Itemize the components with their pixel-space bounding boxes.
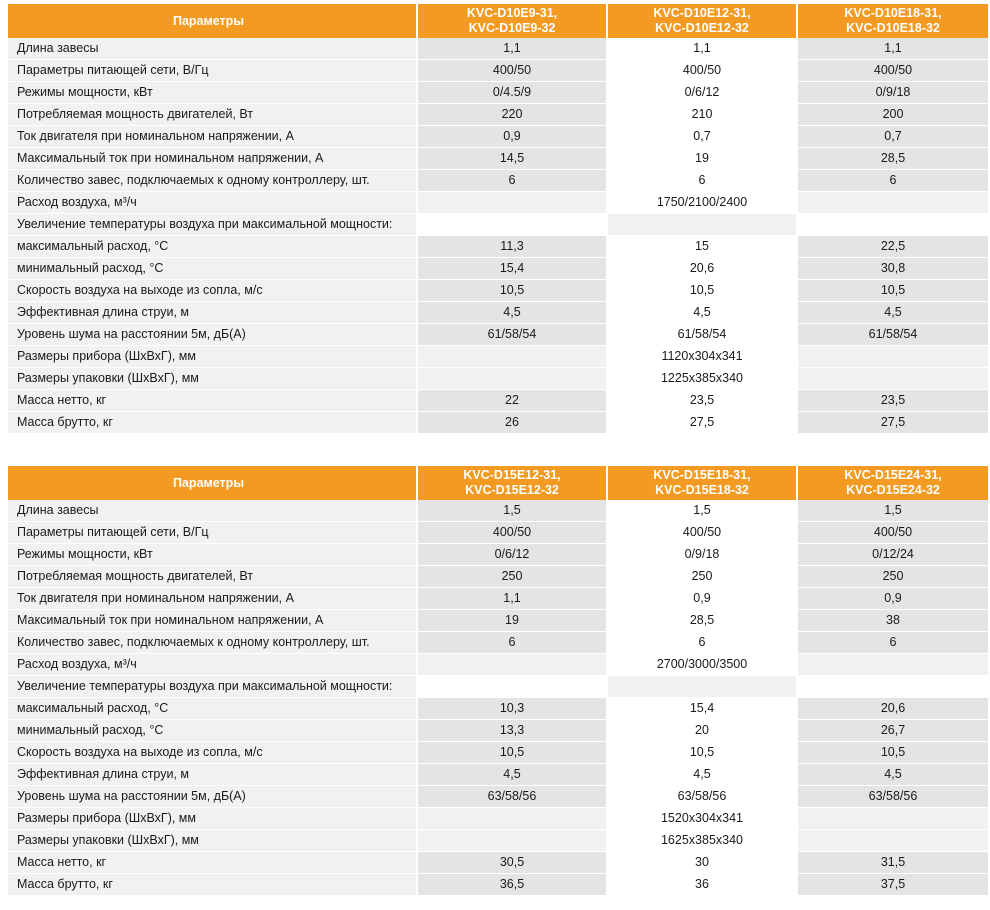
parameter-value: 400/50 bbox=[798, 60, 988, 82]
parameter-label: Расход воздуха, м³/ч bbox=[8, 654, 418, 676]
parameter-value: 15,4 bbox=[418, 258, 608, 280]
parameter-value: 4,5 bbox=[418, 764, 608, 786]
parameter-label: Эффективная длина струи, м bbox=[8, 302, 418, 324]
parameter-value: 0,9 bbox=[418, 126, 608, 148]
parameter-value: 10,5 bbox=[608, 280, 798, 302]
parameter-label: Длина завесы bbox=[8, 38, 418, 60]
empty-cell bbox=[418, 676, 608, 698]
parameter-label: Уровень шума на расстоянии 5м, дБ(А) bbox=[8, 786, 418, 808]
parameter-value: 61/58/54 bbox=[418, 324, 608, 346]
parameter-value: 26 bbox=[418, 412, 608, 434]
shared-value: 1520x304x341 bbox=[608, 808, 798, 830]
parameter-value: 4,5 bbox=[798, 764, 988, 786]
parameter-value: 6 bbox=[798, 632, 988, 654]
table-row bbox=[8, 720, 988, 742]
parameter-value: 30,5 bbox=[418, 852, 608, 874]
empty-cell bbox=[608, 676, 798, 698]
model-name-line2: KVC-D10E18-32 bbox=[846, 21, 940, 35]
parameter-label: Расход воздуха, м³/ч bbox=[8, 192, 418, 214]
model-name-line2: KVC-D10E9-32 bbox=[468, 21, 556, 35]
table-row bbox=[8, 544, 988, 566]
model-name-line1: KVC-D15E24-31, bbox=[844, 468, 942, 482]
parameter-value: 1,5 bbox=[608, 500, 798, 522]
parameter-value: 63/58/56 bbox=[798, 786, 988, 808]
parameter-label: Количество завес, подключаемых к одному контроллеру, шт. bbox=[8, 632, 418, 654]
parameter-label: Масса нетто, кг bbox=[8, 852, 418, 874]
parameter-label: Длина завесы bbox=[8, 500, 418, 522]
table-row bbox=[8, 368, 988, 390]
parameter-value: 31,5 bbox=[798, 852, 988, 874]
model-name-line2: KVC-D10E12-32 bbox=[655, 21, 749, 35]
empty-cell bbox=[418, 830, 608, 852]
parameter-label: Режимы мощности, кВт bbox=[8, 544, 418, 566]
model-name-line2: KVC-D15E24-32 bbox=[846, 483, 940, 497]
table-row bbox=[8, 346, 988, 368]
parameters-header: Параметры bbox=[8, 466, 418, 500]
parameter-value: 0/6/12 bbox=[418, 544, 608, 566]
parameter-label: Увеличение температуры воздуха при максимальной мощности: bbox=[8, 214, 418, 236]
parameter-value: 19 bbox=[418, 610, 608, 632]
table-row bbox=[8, 324, 988, 346]
table-header-row bbox=[8, 4, 988, 38]
parameter-label: Режимы мощности, кВт bbox=[8, 82, 418, 104]
table-row bbox=[8, 126, 988, 148]
parameter-value: 28,5 bbox=[798, 148, 988, 170]
table-row bbox=[8, 302, 988, 324]
empty-cell bbox=[798, 830, 988, 852]
parameter-value: 250 bbox=[418, 566, 608, 588]
parameter-label: Масса брутто, кг bbox=[8, 412, 418, 434]
parameter-value: 36 bbox=[608, 874, 798, 896]
empty-cell bbox=[418, 346, 608, 368]
table-row bbox=[8, 60, 988, 82]
table-row bbox=[8, 500, 988, 522]
parameter-value: 400/50 bbox=[608, 60, 798, 82]
model-header bbox=[798, 466, 988, 500]
table-row bbox=[8, 874, 988, 896]
model-name-line1: KVC-D10E18-31, bbox=[844, 6, 942, 20]
parameter-label: Скорость воздуха на выходе из сопла, м/с bbox=[8, 742, 418, 764]
parameter-value: 10,5 bbox=[798, 280, 988, 302]
parameter-value: 19 bbox=[608, 148, 798, 170]
parameter-label: Размеры упаковки (ШхВхГ), мм bbox=[8, 830, 418, 852]
parameter-value: 10,5 bbox=[608, 742, 798, 764]
table-row bbox=[8, 566, 988, 588]
parameter-value: 28,5 bbox=[608, 610, 798, 632]
parameter-value: 200 bbox=[798, 104, 988, 126]
parameter-value: 400/50 bbox=[418, 522, 608, 544]
empty-cell bbox=[418, 368, 608, 390]
model-name-line2: KVC-D15E18-32 bbox=[655, 483, 749, 497]
table-row bbox=[8, 676, 988, 698]
parameter-value: 30 bbox=[608, 852, 798, 874]
parameter-value: 10,5 bbox=[798, 742, 988, 764]
table-row bbox=[8, 38, 988, 60]
parameter-label: Параметры питающей сети, В/Гц bbox=[8, 60, 418, 82]
parameter-value: 0/12/24 bbox=[798, 544, 988, 566]
parameter-value: 0/4.5/9 bbox=[418, 82, 608, 104]
table-row bbox=[8, 104, 988, 126]
parameter-value: 6 bbox=[418, 632, 608, 654]
model-header bbox=[798, 4, 988, 38]
table-row bbox=[8, 588, 988, 610]
parameter-value: 10,5 bbox=[418, 280, 608, 302]
table-row bbox=[8, 390, 988, 412]
parameter-value: 63/58/56 bbox=[608, 786, 798, 808]
parameter-value: 0,9 bbox=[608, 588, 798, 610]
parameter-value: 0,7 bbox=[608, 126, 798, 148]
parameter-label: Масса брутто, кг bbox=[8, 874, 418, 896]
table-row bbox=[8, 698, 988, 720]
parameter-value: 250 bbox=[608, 566, 798, 588]
parameter-label: Размеры упаковки (ШхВхГ), мм bbox=[8, 368, 418, 390]
parameter-value: 6 bbox=[608, 632, 798, 654]
parameter-value: 23,5 bbox=[798, 390, 988, 412]
empty-cell bbox=[418, 214, 608, 236]
parameter-value: 400/50 bbox=[798, 522, 988, 544]
parameter-value: 30,8 bbox=[798, 258, 988, 280]
empty-cell bbox=[608, 214, 798, 236]
model-name-line1: KVC-D10E12-31, bbox=[653, 6, 751, 20]
parameter-value: 23,5 bbox=[608, 390, 798, 412]
model-name-line2: KVC-D15E12-32 bbox=[465, 483, 559, 497]
parameter-label: Размеры прибора (ШхВхГ), мм bbox=[8, 808, 418, 830]
parameter-label: минимальный расход, °С bbox=[8, 258, 418, 280]
table-header-row bbox=[8, 466, 988, 500]
parameter-value: 10,3 bbox=[418, 698, 608, 720]
model-header bbox=[608, 4, 798, 38]
model-header bbox=[608, 466, 798, 500]
model-name-line1: KVC-D15E18-31, bbox=[653, 468, 751, 482]
parameter-label: Скорость воздуха на выходе из сопла, м/с bbox=[8, 280, 418, 302]
shared-value: 1120x304x341 bbox=[608, 346, 798, 368]
parameter-label: Эффективная длина струи, м bbox=[8, 764, 418, 786]
model-name-line1: KVC-D15E12-31, bbox=[463, 468, 561, 482]
parameter-label: Масса нетто, кг bbox=[8, 390, 418, 412]
parameter-value: 6 bbox=[418, 170, 608, 192]
parameter-value: 26,7 bbox=[798, 720, 988, 742]
parameter-label: Увеличение температуры воздуха при максимальной мощности: bbox=[8, 676, 418, 698]
parameter-value: 15,4 bbox=[608, 698, 798, 720]
parameter-value: 63/58/56 bbox=[418, 786, 608, 808]
parameter-value: 20,6 bbox=[608, 258, 798, 280]
empty-cell bbox=[798, 808, 988, 830]
table-row bbox=[8, 610, 988, 632]
parameter-value: 6 bbox=[608, 170, 798, 192]
parameter-value: 61/58/54 bbox=[608, 324, 798, 346]
model-header bbox=[418, 4, 608, 38]
parameter-label: максимальный расход, °С bbox=[8, 236, 418, 258]
table-row bbox=[8, 236, 988, 258]
table-row bbox=[8, 412, 988, 434]
parameter-value: 4,5 bbox=[418, 302, 608, 324]
parameter-label: Потребляемая мощность двигателей, Вт bbox=[8, 104, 418, 126]
empty-cell bbox=[418, 654, 608, 676]
model-header bbox=[418, 466, 608, 500]
parameter-value: 250 bbox=[798, 566, 988, 588]
parameter-value: 0,7 bbox=[798, 126, 988, 148]
shared-value: 1625x385x340 bbox=[608, 830, 798, 852]
table-row bbox=[8, 830, 988, 852]
parameter-value: 15 bbox=[608, 236, 798, 258]
table-row bbox=[8, 280, 988, 302]
parameter-label: Уровень шума на расстоянии 5м, дБ(А) bbox=[8, 324, 418, 346]
parameter-value: 0/9/18 bbox=[608, 544, 798, 566]
parameter-value: 36,5 bbox=[418, 874, 608, 896]
parameter-value: 0,9 bbox=[798, 588, 988, 610]
parameter-label: Максимальный ток при номинальном напряжении, А bbox=[8, 148, 418, 170]
parameter-label: максимальный расход, °С bbox=[8, 698, 418, 720]
parameter-label: Количество завес, подключаемых к одному контроллеру, шт. bbox=[8, 170, 418, 192]
spec-table-d10 bbox=[8, 4, 988, 434]
table-row bbox=[8, 258, 988, 280]
parameter-value: 27,5 bbox=[798, 412, 988, 434]
table-row bbox=[8, 632, 988, 654]
shared-value: 1225x385x340 bbox=[608, 368, 798, 390]
table-row bbox=[8, 522, 988, 544]
empty-cell bbox=[798, 654, 988, 676]
parameter-value: 11,3 bbox=[418, 236, 608, 258]
parameter-value: 400/50 bbox=[418, 60, 608, 82]
parameters-header: Параметры bbox=[8, 4, 418, 38]
spec-table-d15 bbox=[8, 466, 988, 896]
table-row bbox=[8, 192, 988, 214]
parameter-value: 0/9/18 bbox=[798, 82, 988, 104]
parameter-value: 400/50 bbox=[608, 522, 798, 544]
parameter-value: 10,5 bbox=[418, 742, 608, 764]
parameter-label: Ток двигателя при номинальном напряжении, А bbox=[8, 588, 418, 610]
table-row bbox=[8, 170, 988, 192]
parameter-label: Параметры питающей сети, В/Гц bbox=[8, 522, 418, 544]
parameter-value: 27,5 bbox=[608, 412, 798, 434]
table-row bbox=[8, 786, 988, 808]
table-row bbox=[8, 148, 988, 170]
parameter-value: 1,1 bbox=[608, 38, 798, 60]
parameter-value: 6 bbox=[798, 170, 988, 192]
table-row bbox=[8, 214, 988, 236]
parameter-value: 20 bbox=[608, 720, 798, 742]
parameter-value: 1,1 bbox=[418, 38, 608, 60]
parameter-value: 4,5 bbox=[608, 302, 798, 324]
parameter-value: 4,5 bbox=[798, 302, 988, 324]
parameter-label: Ток двигателя при номинальном напряжении, А bbox=[8, 126, 418, 148]
parameter-value: 61/58/54 bbox=[798, 324, 988, 346]
parameter-value: 4,5 bbox=[608, 764, 798, 786]
table-row bbox=[8, 764, 988, 786]
parameter-value: 220 bbox=[418, 104, 608, 126]
parameter-value: 37,5 bbox=[798, 874, 988, 896]
empty-cell bbox=[798, 676, 988, 698]
empty-cell bbox=[798, 368, 988, 390]
empty-cell bbox=[798, 192, 988, 214]
parameter-label: минимальный расход, °С bbox=[8, 720, 418, 742]
empty-cell bbox=[798, 346, 988, 368]
parameter-value: 22 bbox=[418, 390, 608, 412]
parameter-label: Максимальный ток при номинальном напряжении, А bbox=[8, 610, 418, 632]
empty-cell bbox=[418, 808, 608, 830]
parameter-value: 1,5 bbox=[418, 500, 608, 522]
parameter-value: 1,1 bbox=[798, 38, 988, 60]
parameter-value: 1,5 bbox=[798, 500, 988, 522]
table-row bbox=[8, 654, 988, 676]
parameter-value: 0/6/12 bbox=[608, 82, 798, 104]
table-row bbox=[8, 82, 988, 104]
parameter-value: 14,5 bbox=[418, 148, 608, 170]
table-row bbox=[8, 742, 988, 764]
parameter-value: 13,3 bbox=[418, 720, 608, 742]
parameter-label: Потребляемая мощность двигателей, Вт bbox=[8, 566, 418, 588]
parameter-label: Размеры прибора (ШхВхГ), мм bbox=[8, 346, 418, 368]
parameter-value: 38 bbox=[798, 610, 988, 632]
parameter-value: 22,5 bbox=[798, 236, 988, 258]
table-row bbox=[8, 808, 988, 830]
shared-value: 2700/3000/3500 bbox=[608, 654, 798, 676]
empty-cell bbox=[418, 192, 608, 214]
parameter-value: 210 bbox=[608, 104, 798, 126]
shared-value: 1750/2100/2400 bbox=[608, 192, 798, 214]
parameter-value: 20,6 bbox=[798, 698, 988, 720]
model-name-line1: KVC-D10E9-31, bbox=[466, 6, 558, 20]
parameter-value: 1,1 bbox=[418, 588, 608, 610]
table-row bbox=[8, 852, 988, 874]
empty-cell bbox=[798, 214, 988, 236]
